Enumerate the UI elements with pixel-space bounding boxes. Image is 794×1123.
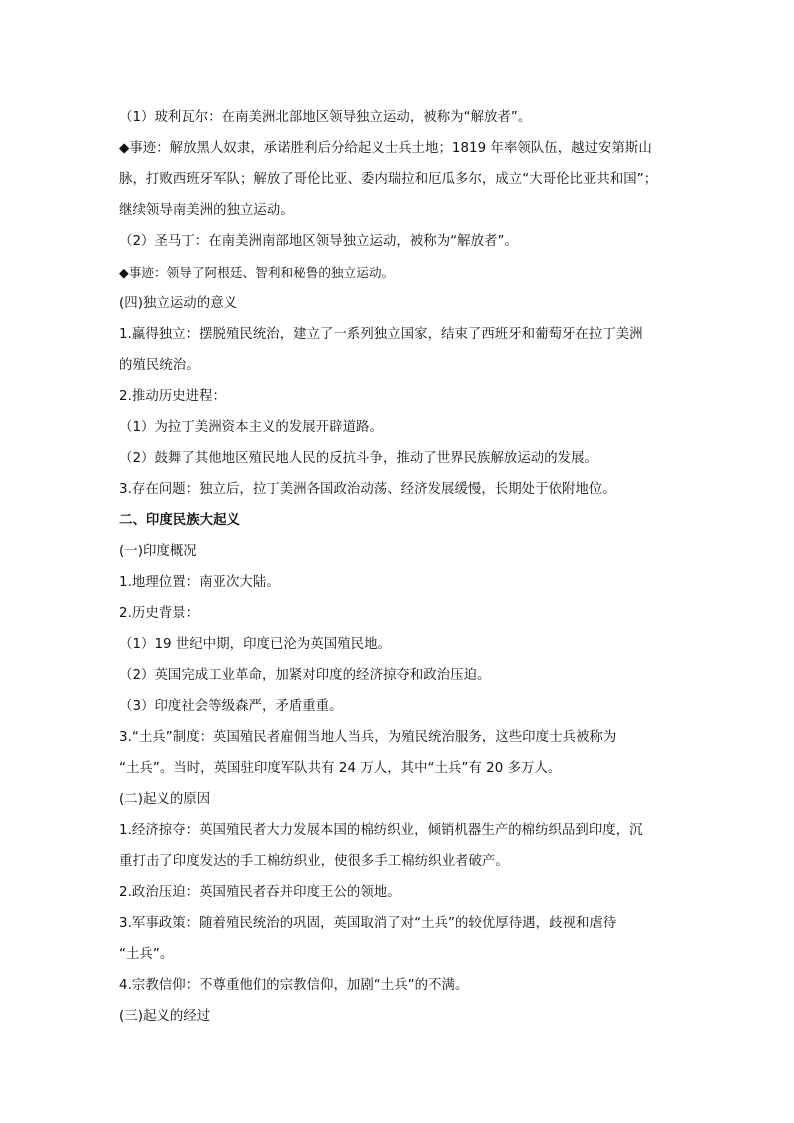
text-line: 2.政治压迫：英国殖民者吞并印度王公的领地。: [119, 885, 401, 900]
text-line: 1.赢得独立：摆脱殖民统治，建立了一系列独立国家，结束了西班牙和葡萄牙在拉丁美洲: [119, 327, 643, 342]
text-line: 1.地理位置：南亚次大陆。: [119, 575, 280, 590]
text-line: 1.经济掠夺：英国殖民者大力发展本国的棉纺织业，倾销机器生产的棉纺织品到印度，沉: [119, 823, 643, 838]
text-line: ◆事迹：领导了阿根廷、智利和秘鲁的独立运动。: [119, 265, 395, 280]
text-line: 重打击了印度发达的手工棉纺织业，使很多手工棉纺织业者破产。: [119, 854, 509, 869]
text-line: 3.“土兵”制度：英国殖民者雇佣当地人当兵，为殖民统治服务，这些印度士兵被称为: [119, 730, 617, 745]
text-line: “土兵”。: [119, 947, 174, 962]
text-line: (一)印度概况: [119, 544, 197, 559]
text-line: （1）为拉丁美洲资本主义的发展开辟道路。: [119, 420, 383, 435]
text-line: 继续领导南美洲的独立运动。: [119, 203, 294, 218]
text-line: “土兵”。当时，英国驻印度军队共有 24 万人，其中“土兵”有 20 多万人。: [119, 761, 562, 776]
text-line: 3.军事政策：随着殖民统治的巩固，英国取消了对“土兵”的较优厚待遇，歧视和虐待: [119, 916, 617, 931]
text-line: （2）鼓舞了其他地区殖民地人民的反抗斗争，推动了世界民族解放运动的发展。: [119, 451, 598, 466]
text-line: 4.宗教信仰：不尊重他们的宗教信仰，加剧“土兵”的不满。: [119, 978, 469, 993]
text-line: 脉，打败西班牙军队；解放了哥伦比亚、委内瑞拉和厄瓜多尔，成立“大哥伦比亚共和国”；: [119, 172, 658, 187]
text-line: （2）英国完成工业革命，加紧对印度的经济掠夺和政治压迫。: [119, 668, 491, 683]
text-line: 的殖民统治。: [119, 358, 200, 373]
text-line: 2.历史背景：: [119, 606, 200, 621]
text-line: ◆事迹：解放黑人奴隶，承诺胜利后分给起义士兵土地；1819 年率领队伍，越过安第斯山: [119, 141, 652, 156]
text-line: （2）圣马丁：在南美洲南部地区领导独立运动，被称为“解放者”。: [119, 234, 518, 249]
text-line: 3.存在问题：独立后，拉丁美洲各国政治动荡、经济发展缓慢，长期处于依附地位。: [119, 482, 616, 497]
text-line: (二)起义的原因: [119, 792, 211, 807]
text-line: (四)独立运动的意义: [119, 296, 238, 311]
text-line: （3）印度社会等级森严，矛盾重重。: [119, 699, 343, 714]
section-heading: 二、印度民族大起义: [119, 513, 240, 528]
text-line: （1）19 世纪中期，印度已沦为英国殖民地。: [119, 637, 391, 652]
text-line: （1）玻利瓦尔：在南美洲北部地区领导独立运动，被称为“解放者”。: [119, 110, 532, 125]
text-line: (三)起义的经过: [119, 1009, 211, 1024]
text-line: 2.推动历史进程：: [119, 389, 226, 404]
document-body: [119, 102, 679, 1032]
